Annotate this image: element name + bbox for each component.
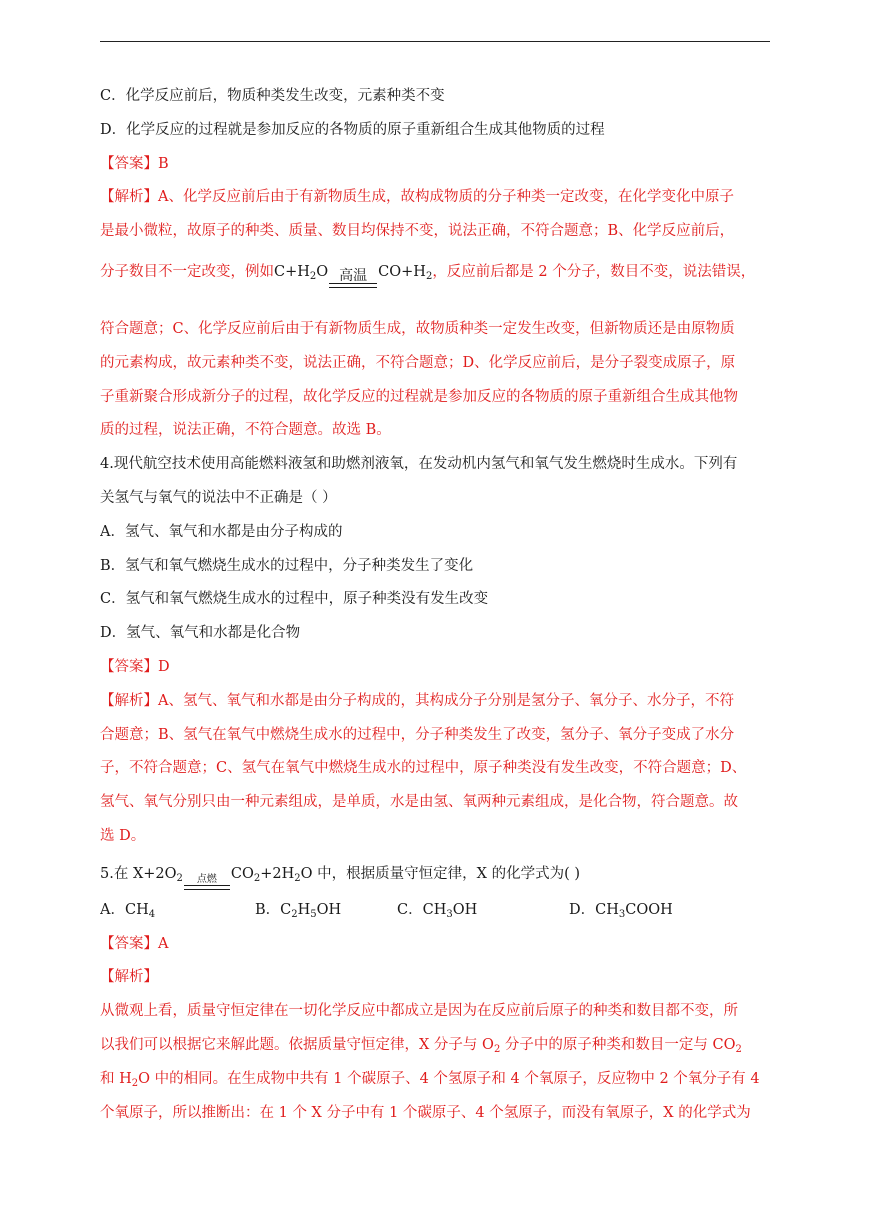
q4-stem-line: 4.现代航空技术使用高能燃料液氢和助燃剂液氧，在发动机内氢气和氧气发生燃烧时生成水。下列有 [100,456,738,473]
q4-stem-line: 关氢气与氧气的说法中不正确是（ ） [100,489,337,506]
q4-option-c: C．氢气和氧气燃烧生成水的过程中，原子种类没有发生改变 [100,591,489,608]
q3-option-d: D．化学反应的过程就是参加反应的各物质的原子重新组合生成其他物质的过程 [100,121,605,138]
q5-explanation-line: 从微观上看，质量守恒定律在一切化学反应中都成立是因为在反应前后原子的种类和数目都不变，所 [100,1003,738,1020]
document-body [100,86,770,1136]
q4-option-a: A．氢气、氧气和水都是由分子构成的 [100,523,343,540]
q5-options [100,900,770,934]
reaction-condition: 高温 [339,267,368,284]
q3-explanation-line: 【解析】A、化学反应前后由于有新物质生成，故构成物质的分子种类一定改变，在化学变化中原子 [100,189,734,206]
q3-explanation-line: 是最小微粒，故原子的种类、质量、数目均保持不变，说法正确，不符合题意；B、化学反应前后， [100,223,735,240]
q4-explanation-line: 氢气、氧气分别只由一种元素组成，是单质，水是由氢、氧两种元素组成，是化合物，符合题意。故 [100,794,738,811]
q3-exp-text: 分子数目不一定改变，例如 [100,263,274,280]
q4-answer: 【答案】D [100,658,170,675]
q5-explanation-heading: 【解析】 [100,969,158,986]
q4-option-b: B．氢气和氧气燃烧生成水的过程中，分子种类发生了变化 [100,557,474,574]
q5-answer: 【答案】A [100,935,169,952]
q4-explanation-line: 选 D。 [100,827,146,844]
reaction-arrow [184,875,230,890]
q3-explanation-line: 质的过程，说法正确，不符合题意。故选 B。 [100,422,391,439]
q3-explanation-equation-line [100,255,770,319]
q3-exp-text: ，反应前后都是 2 个分子，数目不变，说法错误， [432,263,756,280]
reaction-arrow [329,269,377,288]
q4-option-d: D．氢气、氧气和水都是化合物 [100,625,301,642]
equation-products: $CO+H_2$ [378,263,433,282]
q3-answer: 【答案】B [100,155,169,172]
q5-option-a: A．$CH_4$ [100,901,156,920]
q5-option-d: D．$CH_3COOH$ [569,901,673,920]
reaction-condition: 点燃 [196,873,217,885]
q4-explanation-line: 【解析】A、氢气、氧气和水都是由分子构成的，其构成分子分别是氢分子、氧分子、水分子，不符 [100,692,734,709]
q3-explanation-line: 子重新聚合形成新分子的过程，故化学反应的过程就是参加反应的各物质的原子重新组合生成其他物 [100,388,738,405]
q5-explanation-line: 以我们可以根据它来解此题。依据质量守恒定律，X 分子与 $O_2$ 分子中的原子种类和数目一定与 $CO_2$ [100,1036,742,1055]
q5-explanation-line: 和 $H_2O$ 中的相同。在生成物中共有 1 个碳原子、4 个氢原子和 4 个氧原子，反应物中 2 个氧分子有 4 [100,1070,760,1089]
q4-explanation-line: 合题意；B、氢气在氧气中燃烧生成水的过程中，分子种类发生了改变，氢分子、氧分子变成了水分 [100,726,735,743]
q5-explanation-line: 个氧原子，所以推断出：在 1 个 X 分子中有 1 个碳原子、4 个氢原子，而没有氧原子，X 的化学式为 [100,1104,751,1121]
q5-option-c: C．$CH_3OH$ [397,901,478,920]
equation-reactants: $C+H_2O$ [274,263,329,282]
header-rule [100,41,770,42]
q4-explanation-line: 子，不符合题意；C、氢气在氧气中燃烧生成水的过程中，原子种类没有发生改变，不符合题意；D、 [100,760,747,777]
q5-stem: 5.在 $X+2O_2$ 点燃 $CO_2+2H_2O$ 中，根据质量守恒定律，X 的化学式为( ) [100,860,770,900]
q3-explanation-line: 符合题意；C、化学反应前后由于有新物质生成，故物质种类一定发生改变，但新物质还是由原物质 [100,320,735,337]
q3-explanation-line: 的元素构成，故元素种类不变，说法正确，不符合题意；D、化学反应前后，是分子裂变成原子，原 [100,354,736,371]
q5-option-b: B．$C_2H_5OH$ [255,901,342,920]
q3-option-c: C．化学反应前后，物质种类发生改变，元素种类不变 [100,88,445,104]
